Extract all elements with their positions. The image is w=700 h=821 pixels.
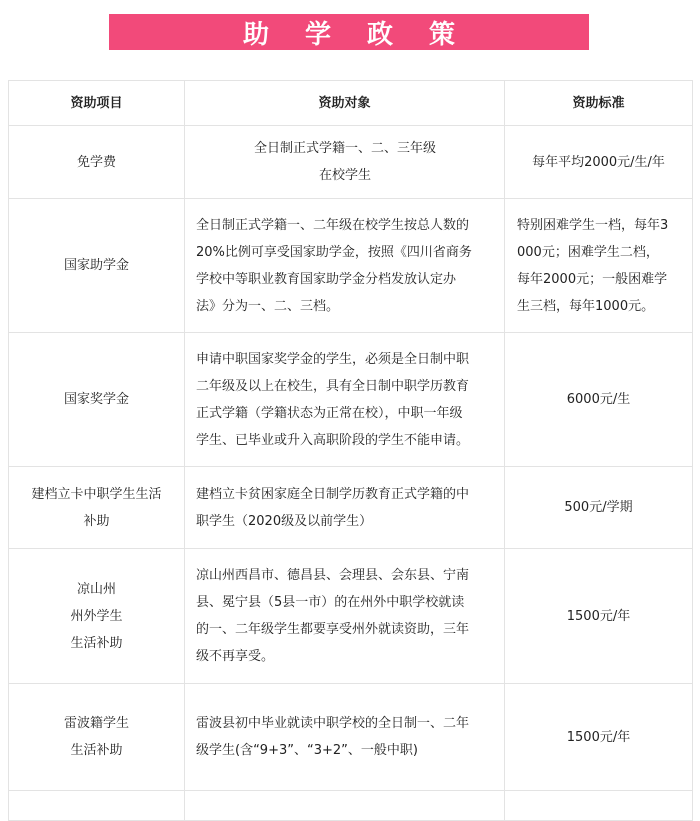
table-header-row [9,81,693,126]
page-title: 助学政策 [242,19,491,50]
aid-standard-cell [505,549,693,684]
aid-standard-cell [505,126,693,199]
aid-target-text: 的一、二年级学生都要享受州外就读资助，三年 [196,622,470,637]
aid-target-text: 全日制正式学籍一、二年级在校学生按总人数的 [196,217,470,233]
aid-item-cell [9,126,185,199]
aid-standard-text: 每年平均2000元/生/年 [532,154,665,170]
aid-target-cell [185,791,505,821]
aid-item-cell [9,549,185,684]
aid-target-cell [185,199,505,333]
aid-target-text: 20%比例可享受国家助学金，按照《四川省商务 [196,244,472,260]
aid-item-cell [9,684,185,791]
aid-target-text: 学生、已毕业或升入高职阶段的学生不能申请。 [196,432,470,448]
aid-item-text: 国家助学金 [63,258,129,273]
aid-item-cell [9,467,185,549]
header-aid-standard: 资助标准 [505,81,693,126]
aid-standard-text: 每年2000元；一般困难学 [517,271,668,287]
aid-standard-text: 生三档，每年1000元。 [517,298,655,314]
aid-item-cell [9,333,185,467]
aid-target-text: 二年级及以上在校生，具有全日制中职学历教育 [196,378,470,394]
aid-item-text: 免学费 [76,154,116,170]
aid-standard-cell [505,333,693,467]
header-aid-item: 资助项目 [9,81,185,126]
table-row [9,684,693,791]
aid-target-cell [185,467,505,549]
aid-item-text: 建档立卡中职学生生活 [31,486,162,502]
aid-target-cell [185,333,505,467]
aid-target-cell [185,549,505,684]
aid-item-text: 补助 [83,513,110,529]
table-row [9,199,693,333]
aid-target-text: 县、冕宁县（5县一市）的在州外中职学校就读 [196,595,465,610]
aid-target-text: 学校中等职业教育国家助学金分档发放认定办 [196,271,457,287]
aid-target-text: 雷波县初中毕业就读中职学校的全日制一、二年 [196,716,470,731]
aid-standard-cell [505,467,693,549]
aid-target-text: 级不再享受。 [196,649,275,664]
table-row [9,126,693,199]
aid-standard-text: 6000元/生 [566,392,631,407]
aid-standard-cell [505,791,693,821]
table-row [9,791,693,821]
aid-target-text: 全日制正式学籍一、二、三年级 [253,141,436,156]
aid-item-text: 国家奖学金 [63,392,129,407]
aid-target-text: 职学生（2020级及以前学生） [196,513,373,529]
aid-target-text: 凉山州西昌市、德昌县、会理县、会东县、宁南 [196,568,470,583]
aid-standard-cell [505,199,693,333]
header-aid-target: 资助对象 [185,81,505,126]
aid-standard-cell [505,684,693,791]
aid-standard-text: 特别困难学生一档，每年3 [517,217,669,233]
aid-item-cell [9,199,185,333]
table-row [9,549,693,684]
aid-item-text: 生活补助 [70,635,123,651]
aid-item-text: 雷波籍学生 [63,716,129,731]
aid-target-text: 申请中职国家奖学金的学生，必须是全日制中职 [196,351,470,367]
aid-target-text: 法》分为一、二、三档。 [196,298,340,314]
aid-standard-text: 500元/学期 [564,500,633,515]
aid-policy-table [8,80,693,821]
table-row [9,467,693,549]
table-row [9,333,693,467]
aid-target-text: 在校学生 [318,168,371,183]
aid-item-text: 州外学生 [70,608,123,624]
aid-target-text: 建档立卡贫困家庭全日制学历教育正式学籍的中 [196,486,470,502]
aid-standard-text: 1500元/年 [566,729,631,745]
aid-item-text: 生活补助 [70,743,123,758]
aid-target-text: 级学生(含“9+3”、“3+2”、一般中职) [196,743,418,758]
aid-item-text: 凉山州 [76,581,116,597]
aid-item-cell [9,791,185,821]
aid-standard-text: 000元；困难学生二档， [517,244,659,260]
aid-target-cell [185,684,505,791]
aid-target-text: 正式学籍（学籍状态为正常在校），中职一年级 [196,405,463,421]
aid-target-cell [185,126,505,199]
page-title-banner [109,14,589,50]
aid-standard-text: 1500元/年 [566,608,631,624]
